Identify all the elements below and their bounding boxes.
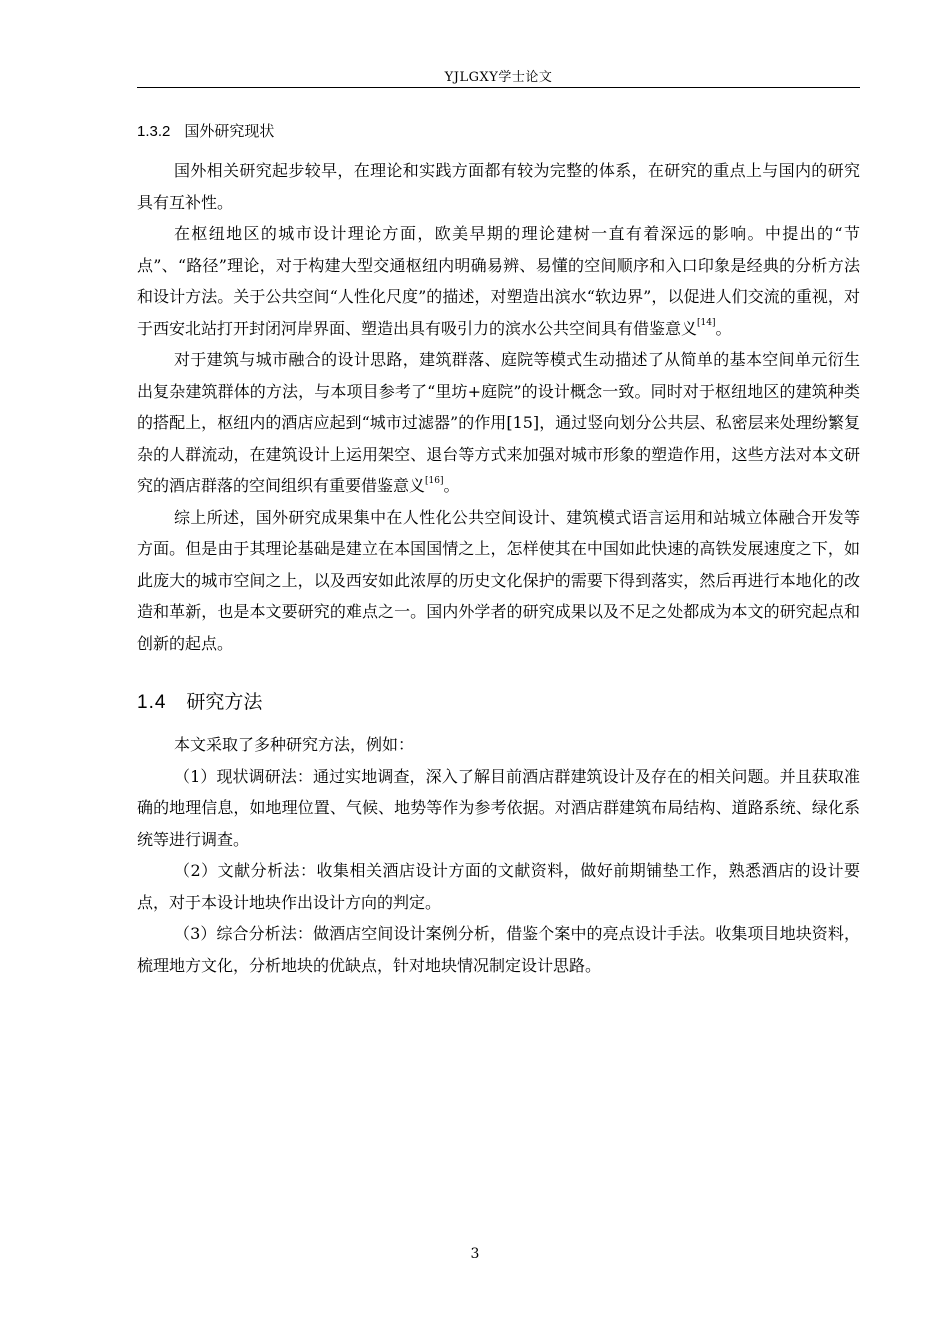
paragraph: （2）文献分析法：收集相关酒店设计方面的文献资料，做好前期铺垫工作，熟悉酒店的设计要点，对于本设计地块作出设计方向的判定。 <box>137 861 860 912</box>
paragraph: 综上所述，国外研究成果集中在人性化公共空间设计、建筑模式语言运用和站城立体融合开发等方面。但是由于其理论基础是建立在本国国情之上，怎样使其在中国如此快速的高铁发展速度之下，如此庞大的城市空间之上，以及西安如此浓厚的历史文化保护的需要下得到落实，然后再进行本地化的改造和革新，也是本文要研究的难点之一。国内外学者的研究成果以及不足之处都成为本文的研究起点和创新的起点。 <box>137 507 860 653</box>
paragraph: 本文采取了多种研究方法，例如： <box>174 735 415 754</box>
paragraph: 对于建筑与城市融合的设计思路，建筑群落、庭院等模式生动描述了从简单的基本空间单元衍生出复杂建筑群体的方法，与本项目参考了“里坊+庭院”的设计概念一致。同时对于枢纽地区的建筑种类的搭配上，枢纽内的酒店应起到“城市过滤器”的作用[15]，通过竖向划分公共层、私密层来处理纷繁复杂的人群流动，在建筑设计上运用架空、退台等方式来加强对城市形象的塑造作用，这些方法对本文研究的酒店群落的空间组织有重要借鉴意义[16]。 <box>137 350 860 495</box>
citation-ref: [16] <box>425 475 444 486</box>
paragraph: （1）现状调研法：通过实地调查，深入了解目前酒店群建筑设计及存在的相关问题。并且获取准确的地理信息，如地理位置、气候、地势等作为参考依据。对酒店群建筑布局结构、道路系统、绿化系统等进行调查。 <box>137 766 860 849</box>
paragraph: 国外相关研究起步较早，在理论和实践方面都有较为完整的体系，在研究的重点上与国内的研究具有互补性。 <box>137 161 860 212</box>
page-number: 3 <box>470 1246 480 1262</box>
header-divider <box>137 87 860 88</box>
section-title: 国外研究现状 <box>184 122 275 140</box>
page-body <box>137 118 860 981</box>
section-heading-1-4 <box>137 685 860 719</box>
section-number: 1.4 <box>137 692 167 713</box>
section-heading-1-3-2 <box>137 118 860 144</box>
running-header: YJLGXY学士论文 <box>444 70 553 85</box>
paragraph: 在枢纽地区的城市设计理论方面，欧美早期的理论建树一直有着深远的影响。中提出的“节点”、“路径”理论，对于构建大型交通枢纽内明确易辨、易懂的空间顺序和入口印象是经典的分析方法和设计方法。关于公共空间“人性化尺度”的描述，对塑造出滨水“软边界”，以促进人们交流的重视，对于西安北站打开封闭河岸界面、塑造出具有吸引力的滨水公共空间具有借鉴意义[14]。 <box>137 224 860 338</box>
section-title: 研究方法 <box>186 691 263 713</box>
citation-ref: [14] <box>697 318 716 329</box>
paragraph: （3）综合分析法：做酒店空间设计案例分析，借鉴个案中的亮点设计手法。收集项目地块资料，梳理地方文化，分析地块的优缺点，针对地块情况制定设计思路。 <box>137 924 860 975</box>
section-number: 1.3.2 <box>137 123 171 140</box>
